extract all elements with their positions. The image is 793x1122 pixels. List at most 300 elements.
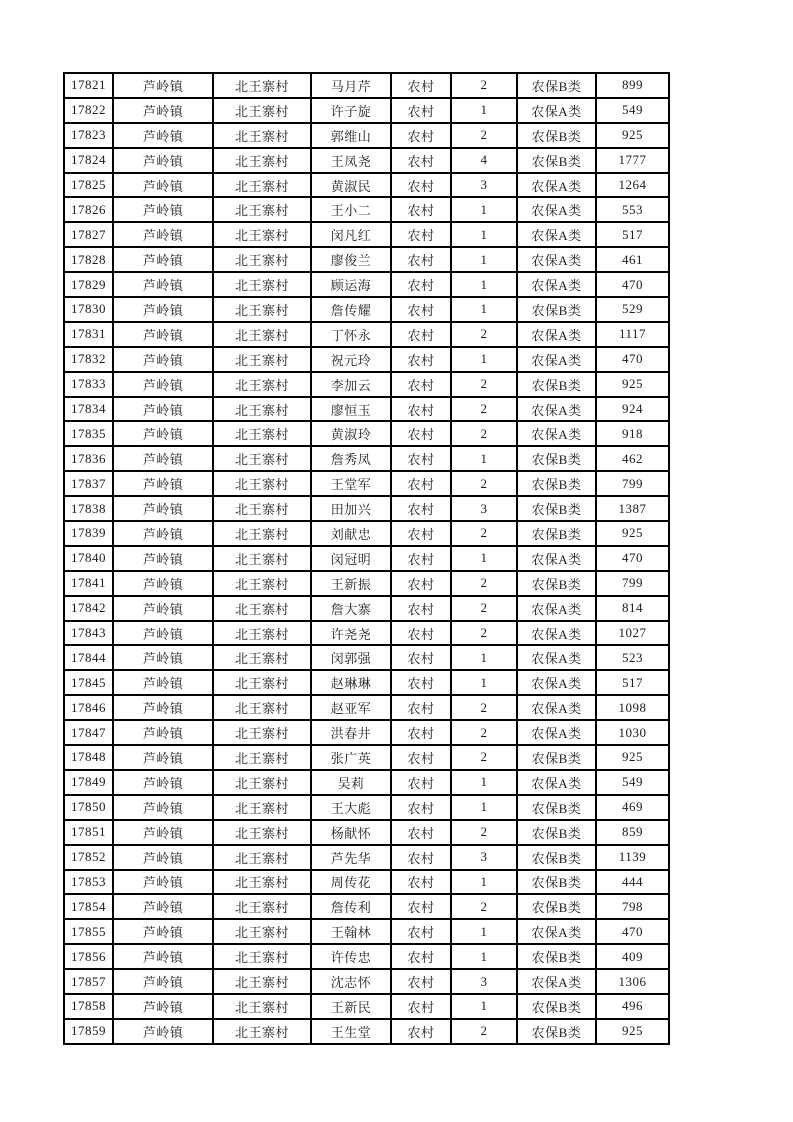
cell-village: 北王寨村 (213, 770, 311, 795)
cell-serial-number: 17838 (64, 496, 113, 521)
cell-person-count: 3 (451, 173, 517, 198)
cell-serial-number: 17821 (64, 73, 113, 98)
table-row (64, 98, 669, 123)
cell-town: 芦岭镇 (113, 446, 213, 471)
table-row (64, 645, 669, 670)
cell-amount: 553 (596, 197, 669, 222)
cell-insurance-category: 农保B类 (517, 148, 596, 173)
table-row (64, 745, 669, 770)
table-row (64, 969, 669, 994)
cell-town: 芦岭镇 (113, 969, 213, 994)
cell-village: 北王寨村 (213, 670, 311, 695)
table-row (64, 471, 669, 496)
cell-serial-number: 17840 (64, 546, 113, 571)
cell-amount: 1098 (596, 695, 669, 720)
table-body (64, 73, 669, 1044)
cell-town: 芦岭镇 (113, 496, 213, 521)
cell-serial-number: 17834 (64, 397, 113, 422)
cell-town: 芦岭镇 (113, 173, 213, 198)
cell-insurance-category: 农保B类 (517, 745, 596, 770)
cell-residence-type: 农村 (391, 820, 451, 845)
cell-amount: 517 (596, 222, 669, 247)
cell-village: 北王寨村 (213, 845, 311, 870)
cell-amount: 529 (596, 297, 669, 322)
table-row (64, 695, 669, 720)
cell-person-name: 杨献怀 (311, 820, 391, 845)
cell-village: 北王寨村 (213, 521, 311, 546)
cell-amount: 517 (596, 670, 669, 695)
cell-serial-number: 17831 (64, 322, 113, 347)
cell-village: 北王寨村 (213, 247, 311, 272)
cell-insurance-category: 农保A类 (517, 421, 596, 446)
cell-insurance-category: 农保A类 (517, 222, 596, 247)
cell-insurance-category: 农保B类 (517, 123, 596, 148)
cell-residence-type: 农村 (391, 173, 451, 198)
cell-town: 芦岭镇 (113, 247, 213, 272)
cell-town: 芦岭镇 (113, 770, 213, 795)
cell-residence-type: 农村 (391, 621, 451, 646)
cell-person-name: 祝元玲 (311, 347, 391, 372)
cell-town: 芦岭镇 (113, 197, 213, 222)
cell-town: 芦岭镇 (113, 421, 213, 446)
cell-village: 北王寨村 (213, 944, 311, 969)
cell-person-name: 芦先华 (311, 845, 391, 870)
table-row (64, 944, 669, 969)
cell-town: 芦岭镇 (113, 123, 213, 148)
cell-serial-number: 17855 (64, 919, 113, 944)
cell-residence-type: 农村 (391, 73, 451, 98)
cell-village: 北王寨村 (213, 148, 311, 173)
cell-person-count: 1 (451, 297, 517, 322)
cell-person-count: 2 (451, 322, 517, 347)
cell-person-count: 1 (451, 770, 517, 795)
cell-insurance-category: 农保B类 (517, 1019, 596, 1044)
cell-residence-type: 农村 (391, 272, 451, 297)
cell-residence-type: 农村 (391, 645, 451, 670)
cell-person-name: 王生堂 (311, 1019, 391, 1044)
cell-residence-type: 农村 (391, 944, 451, 969)
cell-person-count: 2 (451, 621, 517, 646)
cell-person-count: 2 (451, 421, 517, 446)
cell-person-name: 王小二 (311, 197, 391, 222)
cell-person-name: 沈志怀 (311, 969, 391, 994)
cell-amount: 1117 (596, 322, 669, 347)
cell-residence-type: 农村 (391, 770, 451, 795)
cell-residence-type: 农村 (391, 98, 451, 123)
cell-amount: 549 (596, 770, 669, 795)
cell-serial-number: 17823 (64, 123, 113, 148)
cell-serial-number: 17856 (64, 944, 113, 969)
cell-amount: 470 (596, 919, 669, 944)
cell-town: 芦岭镇 (113, 944, 213, 969)
cell-amount: 496 (596, 994, 669, 1019)
cell-person-name: 詹秀凤 (311, 446, 391, 471)
cell-village: 北王寨村 (213, 870, 311, 895)
cell-person-count: 1 (451, 994, 517, 1019)
cell-town: 芦岭镇 (113, 994, 213, 1019)
cell-insurance-category: 农保A类 (517, 670, 596, 695)
cell-town: 芦岭镇 (113, 820, 213, 845)
cell-amount: 799 (596, 571, 669, 596)
cell-person-name: 田加兴 (311, 496, 391, 521)
cell-town: 芦岭镇 (113, 894, 213, 919)
cell-serial-number: 17826 (64, 197, 113, 222)
table-row (64, 845, 669, 870)
cell-town: 芦岭镇 (113, 919, 213, 944)
cell-insurance-category: 农保B类 (517, 446, 596, 471)
cell-person-name: 黄淑民 (311, 173, 391, 198)
cell-amount: 925 (596, 1019, 669, 1044)
cell-insurance-category: 农保A类 (517, 197, 596, 222)
cell-residence-type: 农村 (391, 795, 451, 820)
cell-person-name: 赵亚军 (311, 695, 391, 720)
table-row (64, 521, 669, 546)
cell-residence-type: 农村 (391, 322, 451, 347)
cell-person-name: 丁怀永 (311, 322, 391, 347)
cell-residence-type: 农村 (391, 571, 451, 596)
cell-amount: 1387 (596, 496, 669, 521)
cell-village: 北王寨村 (213, 695, 311, 720)
cell-person-name: 郭维山 (311, 123, 391, 148)
cell-serial-number: 17822 (64, 98, 113, 123)
cell-person-count: 1 (451, 546, 517, 571)
cell-person-name: 顾运海 (311, 272, 391, 297)
table-row (64, 795, 669, 820)
cell-insurance-category: 农保A类 (517, 621, 596, 646)
cell-serial-number: 17833 (64, 372, 113, 397)
cell-amount: 899 (596, 73, 669, 98)
cell-serial-number: 17846 (64, 695, 113, 720)
cell-insurance-category: 农保B类 (517, 944, 596, 969)
cell-residence-type: 农村 (391, 870, 451, 895)
cell-village: 北王寨村 (213, 197, 311, 222)
cell-person-name: 王新振 (311, 571, 391, 596)
cell-village: 北王寨村 (213, 994, 311, 1019)
cell-insurance-category: 农保A类 (517, 969, 596, 994)
cell-serial-number: 17825 (64, 173, 113, 198)
cell-person-count: 3 (451, 496, 517, 521)
cell-person-name: 张广英 (311, 745, 391, 770)
cell-village: 北王寨村 (213, 471, 311, 496)
cell-amount: 470 (596, 347, 669, 372)
cell-residence-type: 农村 (391, 521, 451, 546)
cell-amount: 925 (596, 372, 669, 397)
cell-insurance-category: 农保A类 (517, 695, 596, 720)
cell-person-name: 闵冠明 (311, 546, 391, 571)
cell-person-count: 2 (451, 720, 517, 745)
cell-person-count: 2 (451, 745, 517, 770)
cell-town: 芦岭镇 (113, 870, 213, 895)
cell-amount: 409 (596, 944, 669, 969)
cell-village: 北王寨村 (213, 397, 311, 422)
cell-residence-type: 农村 (391, 720, 451, 745)
cell-person-name: 周传花 (311, 870, 391, 895)
cell-insurance-category: 农保A类 (517, 397, 596, 422)
cell-insurance-category: 农保B类 (517, 994, 596, 1019)
cell-person-name: 詹大寨 (311, 596, 391, 621)
cell-serial-number: 17858 (64, 994, 113, 1019)
cell-amount: 549 (596, 98, 669, 123)
cell-insurance-category: 农保A类 (517, 596, 596, 621)
cell-insurance-category: 农保B类 (517, 571, 596, 596)
cell-amount: 1306 (596, 969, 669, 994)
cell-serial-number: 17850 (64, 795, 113, 820)
cell-person-count: 1 (451, 272, 517, 297)
cell-town: 芦岭镇 (113, 297, 213, 322)
cell-village: 北王寨村 (213, 173, 311, 198)
cell-village: 北王寨村 (213, 272, 311, 297)
cell-amount: 461 (596, 247, 669, 272)
cell-person-count: 3 (451, 969, 517, 994)
cell-person-count: 1 (451, 446, 517, 471)
cell-person-count: 1 (451, 98, 517, 123)
table-row (64, 820, 669, 845)
cell-serial-number: 17859 (64, 1019, 113, 1044)
cell-amount: 799 (596, 471, 669, 496)
cell-residence-type: 农村 (391, 496, 451, 521)
cell-village: 北王寨村 (213, 372, 311, 397)
cell-serial-number: 17851 (64, 820, 113, 845)
cell-serial-number: 17848 (64, 745, 113, 770)
cell-amount: 444 (596, 870, 669, 895)
cell-insurance-category: 农保B类 (517, 820, 596, 845)
table-row (64, 272, 669, 297)
cell-village: 北王寨村 (213, 894, 311, 919)
cell-town: 芦岭镇 (113, 521, 213, 546)
cell-town: 芦岭镇 (113, 670, 213, 695)
cell-amount: 925 (596, 521, 669, 546)
table-row (64, 397, 669, 422)
cell-person-count: 2 (451, 123, 517, 148)
cell-village: 北王寨村 (213, 745, 311, 770)
table-row (64, 197, 669, 222)
cell-serial-number: 17835 (64, 421, 113, 446)
cell-serial-number: 17842 (64, 596, 113, 621)
cell-village: 北王寨村 (213, 421, 311, 446)
cell-residence-type: 农村 (391, 845, 451, 870)
cell-person-name: 廖恒玉 (311, 397, 391, 422)
cell-town: 芦岭镇 (113, 720, 213, 745)
cell-person-count: 2 (451, 73, 517, 98)
cell-town: 芦岭镇 (113, 397, 213, 422)
table-row (64, 247, 669, 272)
cell-town: 芦岭镇 (113, 272, 213, 297)
cell-person-name: 黄淑玲 (311, 421, 391, 446)
cell-person-count: 1 (451, 795, 517, 820)
cell-amount: 470 (596, 546, 669, 571)
cell-residence-type: 农村 (391, 197, 451, 222)
cell-serial-number: 17839 (64, 521, 113, 546)
cell-serial-number: 17837 (64, 471, 113, 496)
cell-town: 芦岭镇 (113, 73, 213, 98)
cell-village: 北王寨村 (213, 222, 311, 247)
table-row (64, 571, 669, 596)
cell-insurance-category: 农保B类 (517, 471, 596, 496)
cell-village: 北王寨村 (213, 297, 311, 322)
cell-person-count: 1 (451, 197, 517, 222)
cell-serial-number: 17824 (64, 148, 113, 173)
cell-person-count: 2 (451, 521, 517, 546)
cell-residence-type: 农村 (391, 670, 451, 695)
cell-person-count: 2 (451, 571, 517, 596)
cell-amount: 1264 (596, 173, 669, 198)
table-row (64, 173, 669, 198)
cell-insurance-category: 农保B类 (517, 795, 596, 820)
cell-serial-number: 17852 (64, 845, 113, 870)
cell-person-name: 李加云 (311, 372, 391, 397)
cell-residence-type: 农村 (391, 745, 451, 770)
cell-insurance-category: 农保A类 (517, 919, 596, 944)
cell-serial-number: 17827 (64, 222, 113, 247)
cell-insurance-category: 农保B类 (517, 73, 596, 98)
cell-person-count: 2 (451, 894, 517, 919)
cell-insurance-category: 农保B类 (517, 870, 596, 895)
cell-residence-type: 农村 (391, 596, 451, 621)
cell-amount: 814 (596, 596, 669, 621)
cell-person-count: 4 (451, 148, 517, 173)
cell-insurance-category: 农保B类 (517, 845, 596, 870)
cell-village: 北王寨村 (213, 820, 311, 845)
cell-village: 北王寨村 (213, 322, 311, 347)
table-row (64, 372, 669, 397)
cell-person-count: 2 (451, 372, 517, 397)
cell-person-name: 刘献忠 (311, 521, 391, 546)
cell-serial-number: 17836 (64, 446, 113, 471)
table-row (64, 770, 669, 795)
cell-person-count: 1 (451, 919, 517, 944)
cell-residence-type: 农村 (391, 969, 451, 994)
cell-residence-type: 农村 (391, 421, 451, 446)
cell-serial-number: 17853 (64, 870, 113, 895)
cell-village: 北王寨村 (213, 546, 311, 571)
cell-person-name: 廖俊兰 (311, 247, 391, 272)
cell-amount: 1027 (596, 621, 669, 646)
cell-person-count: 1 (451, 347, 517, 372)
cell-residence-type: 农村 (391, 471, 451, 496)
cell-serial-number: 17845 (64, 670, 113, 695)
cell-serial-number: 17847 (64, 720, 113, 745)
cell-insurance-category: 农保A类 (517, 546, 596, 571)
table-row (64, 870, 669, 895)
table-row (64, 720, 669, 745)
table-row (64, 297, 669, 322)
cell-insurance-category: 农保A类 (517, 98, 596, 123)
cell-person-count: 2 (451, 695, 517, 720)
cell-insurance-category: 农保B类 (517, 521, 596, 546)
cell-person-name: 王堂军 (311, 471, 391, 496)
cell-amount: 924 (596, 397, 669, 422)
cell-person-name: 许传忠 (311, 944, 391, 969)
cell-town: 芦岭镇 (113, 795, 213, 820)
cell-serial-number: 17854 (64, 894, 113, 919)
cell-serial-number: 17857 (64, 969, 113, 994)
table-row (64, 148, 669, 173)
table-row (64, 546, 669, 571)
cell-insurance-category: 农保A类 (517, 645, 596, 670)
cell-person-count: 1 (451, 870, 517, 895)
cell-residence-type: 农村 (391, 1019, 451, 1044)
cell-amount: 462 (596, 446, 669, 471)
cell-person-count: 1 (451, 645, 517, 670)
cell-person-name: 许子旋 (311, 98, 391, 123)
cell-village: 北王寨村 (213, 98, 311, 123)
cell-village: 北王寨村 (213, 596, 311, 621)
cell-village: 北王寨村 (213, 347, 311, 372)
cell-residence-type: 农村 (391, 297, 451, 322)
cell-person-name: 闵郭强 (311, 645, 391, 670)
cell-village: 北王寨村 (213, 645, 311, 670)
cell-insurance-category: 农保B类 (517, 372, 596, 397)
cell-residence-type: 农村 (391, 372, 451, 397)
cell-village: 北王寨村 (213, 446, 311, 471)
cell-residence-type: 农村 (391, 994, 451, 1019)
cell-insurance-category: 农保A类 (517, 322, 596, 347)
cell-person-name: 赵琳琳 (311, 670, 391, 695)
cell-village: 北王寨村 (213, 720, 311, 745)
cell-village: 北王寨村 (213, 621, 311, 646)
table-row (64, 347, 669, 372)
table-row (64, 421, 669, 446)
cell-town: 芦岭镇 (113, 571, 213, 596)
cell-person-count: 2 (451, 820, 517, 845)
cell-residence-type: 农村 (391, 546, 451, 571)
cell-amount: 470 (596, 272, 669, 297)
cell-person-name: 王新民 (311, 994, 391, 1019)
cell-serial-number: 17849 (64, 770, 113, 795)
cell-amount: 925 (596, 745, 669, 770)
cell-town: 芦岭镇 (113, 596, 213, 621)
cell-person-name: 王大彪 (311, 795, 391, 820)
cell-town: 芦岭镇 (113, 1019, 213, 1044)
cell-serial-number: 17841 (64, 571, 113, 596)
cell-person-count: 1 (451, 247, 517, 272)
cell-person-name: 詹传利 (311, 894, 391, 919)
cell-residence-type: 农村 (391, 894, 451, 919)
cell-insurance-category: 农保B类 (517, 496, 596, 521)
cell-village: 北王寨村 (213, 123, 311, 148)
cell-village: 北王寨村 (213, 73, 311, 98)
cell-town: 芦岭镇 (113, 845, 213, 870)
cell-residence-type: 农村 (391, 347, 451, 372)
cell-residence-type: 农村 (391, 123, 451, 148)
cell-amount: 1139 (596, 845, 669, 870)
cell-serial-number: 17832 (64, 347, 113, 372)
cell-village: 北王寨村 (213, 919, 311, 944)
cell-amount: 1777 (596, 148, 669, 173)
table-row (64, 894, 669, 919)
table-row (64, 322, 669, 347)
cell-town: 芦岭镇 (113, 471, 213, 496)
cell-town: 芦岭镇 (113, 372, 213, 397)
cell-person-count: 2 (451, 596, 517, 621)
cell-person-name: 王凤尧 (311, 148, 391, 173)
cell-residence-type: 农村 (391, 919, 451, 944)
table-row (64, 496, 669, 521)
table-row (64, 123, 669, 148)
cell-amount: 798 (596, 894, 669, 919)
cell-person-count: 2 (451, 397, 517, 422)
cell-town: 芦岭镇 (113, 98, 213, 123)
table-row (64, 73, 669, 98)
cell-town: 芦岭镇 (113, 347, 213, 372)
cell-town: 芦岭镇 (113, 546, 213, 571)
cell-town: 芦岭镇 (113, 322, 213, 347)
table-row (64, 596, 669, 621)
table-row (64, 1019, 669, 1044)
cell-person-name: 许尧尧 (311, 621, 391, 646)
cell-residence-type: 农村 (391, 222, 451, 247)
records-table (63, 72, 670, 1045)
